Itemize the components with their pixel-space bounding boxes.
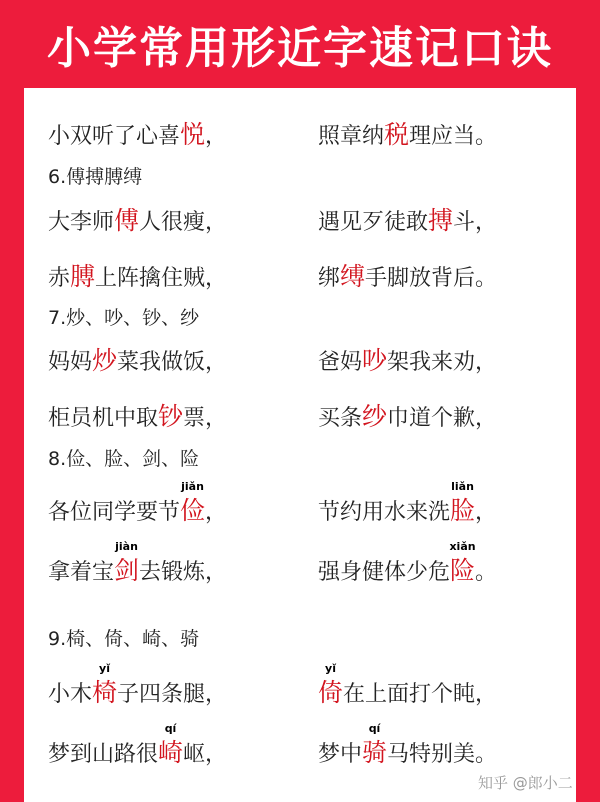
highlight-char: 骑	[362, 738, 388, 767]
verse-line: 妈妈炒菜我做饭， 爸妈吵架我来劝，	[48, 346, 498, 375]
content-card	[24, 88, 576, 802]
pinyin: qí	[164, 722, 177, 735]
verse-line: 小木 yǐ 椅子四条腿， yǐ 倚在上面打个盹，	[48, 662, 498, 707]
highlight-char: 膊	[70, 262, 96, 291]
verse-line: 梦到山路很 qí 崎岖， 梦中 qí 骑马特别美。	[48, 722, 498, 767]
highlight-char: 剑	[114, 556, 140, 585]
highlight-char: 险	[450, 556, 476, 585]
highlight-char: 悦	[180, 120, 206, 149]
highlight-char: 炒	[92, 346, 118, 375]
highlight-char: 搏	[428, 206, 454, 235]
highlight-char: 崎	[158, 738, 184, 767]
pinyin: jiǎn	[181, 480, 204, 493]
highlight-char: 税	[384, 120, 410, 149]
pinyin: jiàn	[115, 540, 138, 553]
highlight-char: 纱	[362, 402, 388, 431]
pinyin: xiǎn	[449, 540, 476, 553]
pinyin: yǐ	[325, 662, 336, 675]
highlight-char: 傅	[114, 206, 140, 235]
section-heading: 9.椅、倚、崎、骑	[48, 628, 200, 650]
highlight-char: 倚	[318, 678, 344, 707]
watermark: 知乎 @郎小二	[478, 774, 573, 792]
verse-line: 赤膊上阵擒住贼， 绑缚手脚放背后。	[48, 262, 498, 291]
pinyin: yǐ	[99, 662, 110, 675]
verse-line: 拿着宝 jiàn 剑去锻炼， 强身健体少危 xiǎn 险。	[48, 540, 498, 585]
section-heading: 8.俭、脸、剑、险	[48, 448, 200, 470]
highlight-char: 俭	[180, 496, 206, 525]
page-title: 小学常用形近字速记口诀	[47, 23, 553, 74]
highlight-char: 缚	[340, 262, 366, 291]
verse-line: 大李师傅人很瘦， 遇见歹徒敢搏斗，	[48, 206, 498, 235]
highlight-char: 脸	[450, 496, 476, 525]
pinyin: qí	[368, 722, 381, 735]
highlight-char: 椅	[92, 678, 118, 707]
verse-line: 各位同学要节 jiǎn 俭， 节约用水来洗 liǎn 脸，	[48, 480, 498, 525]
pinyin: liǎn	[451, 480, 474, 493]
verse-line: 小双听了心喜悦， 照章纳税理应当。	[48, 120, 498, 149]
section-heading: 7.炒、吵、钞、纱	[48, 307, 200, 329]
highlight-char: 钞	[158, 402, 184, 431]
verse-line: 柜员机中取钞票， 买条纱巾道个歉，	[48, 402, 498, 431]
highlight-char: 吵	[362, 346, 388, 375]
section-heading: 6.傅搏膊缚	[48, 166, 143, 188]
